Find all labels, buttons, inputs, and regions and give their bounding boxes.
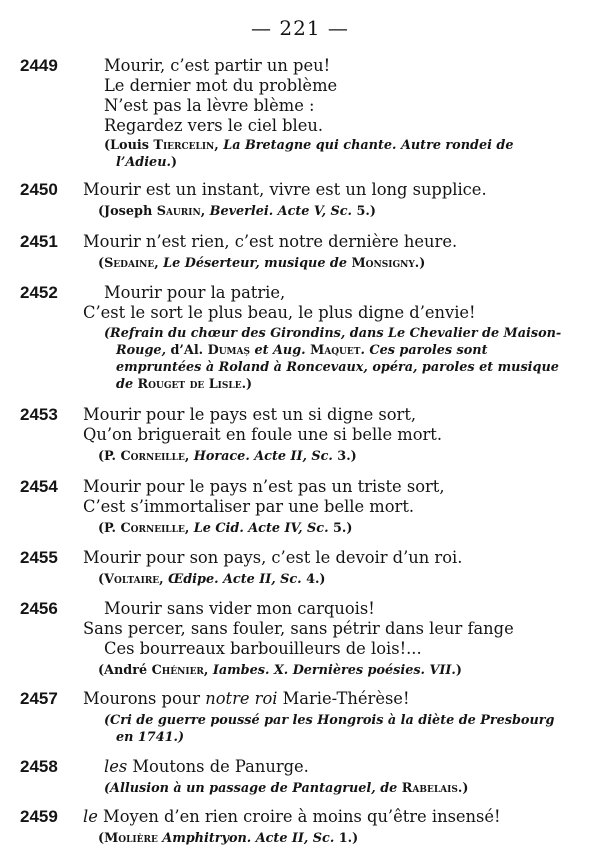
quote-line: Mourir, c’est partir un peu! [104, 56, 331, 75]
quote-line: Regardez vers le ciel bleu. [104, 116, 324, 135]
entry-number: 2457 [20, 689, 58, 708]
entry-number: 2456 [20, 599, 58, 618]
quote-line: Sans percer, sans fouler, sans pétrir dans leur fange [83, 619, 514, 638]
citation: l’Adieu.) [116, 155, 178, 170]
entry-number: 2452 [20, 283, 58, 302]
page-number: — 221 — [251, 16, 349, 40]
citation: (P. Corneille, Le Cid. Acte IV, Sc. 5.) [98, 521, 353, 536]
entry-number: 2450 [20, 180, 58, 199]
quote-line: Mourons pour notre roi Marie-Thérèse! [83, 689, 410, 708]
entry-number: 2449 [20, 56, 58, 75]
citation: (André Chénier, Iambes. X. Dernières poésies. VII.) [98, 663, 462, 678]
quote-line: le Moyen d’en rien croire à moins qu’être insensé! [83, 807, 501, 826]
quote-line: C’est le sort le plus beau, le plus digne d’envie! [83, 303, 476, 322]
citation: en 1741.) [116, 730, 185, 745]
quote-line: Mourir pour le pays est un si digne sort, [83, 405, 417, 424]
citation: (Cri de guerre poussé par les Hongrois à la diète de Presbourg [104, 713, 555, 728]
entry-number: 2455 [20, 548, 58, 567]
quote-line: les Moutons de Panurge. [104, 757, 309, 776]
quote-line: Le dernier mot du problème [104, 76, 338, 95]
quote-line: N’est pas la lèvre blème : [104, 96, 315, 115]
citation: (Molière Amphitryon. Acte II, Sc. 1.) [98, 831, 359, 846]
quote-line: Qu’on briguerait en foule une si belle mort. [83, 425, 443, 444]
citation: Rouge, d’Al. Dumaș et Aug. Maquet. Ces paroles sont [116, 343, 488, 358]
quote-line: Ces bourreaux barbouilleurs de lois!... [104, 639, 422, 658]
quote-line: Mourir pour son pays, c’est le devoir d’un roi. [83, 548, 463, 567]
citation: (Joseph Saurin, Beverlei. Acte V, Sc. 5.) [98, 204, 376, 219]
entry-number: 2454 [20, 477, 58, 496]
citation: (Voltaire, Œdipe. Acte II, Sc. 4.) [98, 572, 326, 587]
entry-number: 2459 [20, 807, 58, 826]
citation: (Refrain du chœur des Girondins, dans Le Chevalier de Maison- [104, 326, 562, 341]
citation: (Louis Tiercelin, La Bretagne qui chante. Autre rondei de [104, 138, 514, 153]
quote-line: Mourir est un instant, vivre est un long supplice. [83, 180, 487, 199]
citation: empruntées à Roland à Roncevaux, opéra, paroles et musique [116, 360, 559, 375]
entry-number: 2453 [20, 405, 58, 424]
citation: de Rouget de Lisle.) [116, 377, 253, 392]
quote-line: Mourir n’est rien, c’est notre dernière heure. [83, 232, 458, 251]
entry-number: 2458 [20, 757, 58, 776]
entry-number: 2451 [20, 232, 58, 251]
quote-line: Mourir sans vider mon carquois! [104, 599, 375, 618]
citation: (P. Corneille, Horace. Acte II, Sc. 3.) [98, 449, 357, 464]
quote-line: Mourir pour le pays n’est pas un triste sort, [83, 477, 445, 496]
quote-line: Mourir pour la patrie, [104, 283, 286, 302]
quote-line: C’est s’immortaliser par une belle mort. [83, 497, 415, 516]
citation: (Sedaine, Le Déserteur, musique de Monsigny.) [98, 256, 426, 271]
citation: (Allusion à un passage de Pantagruel, de Rabelais.) [104, 781, 469, 796]
